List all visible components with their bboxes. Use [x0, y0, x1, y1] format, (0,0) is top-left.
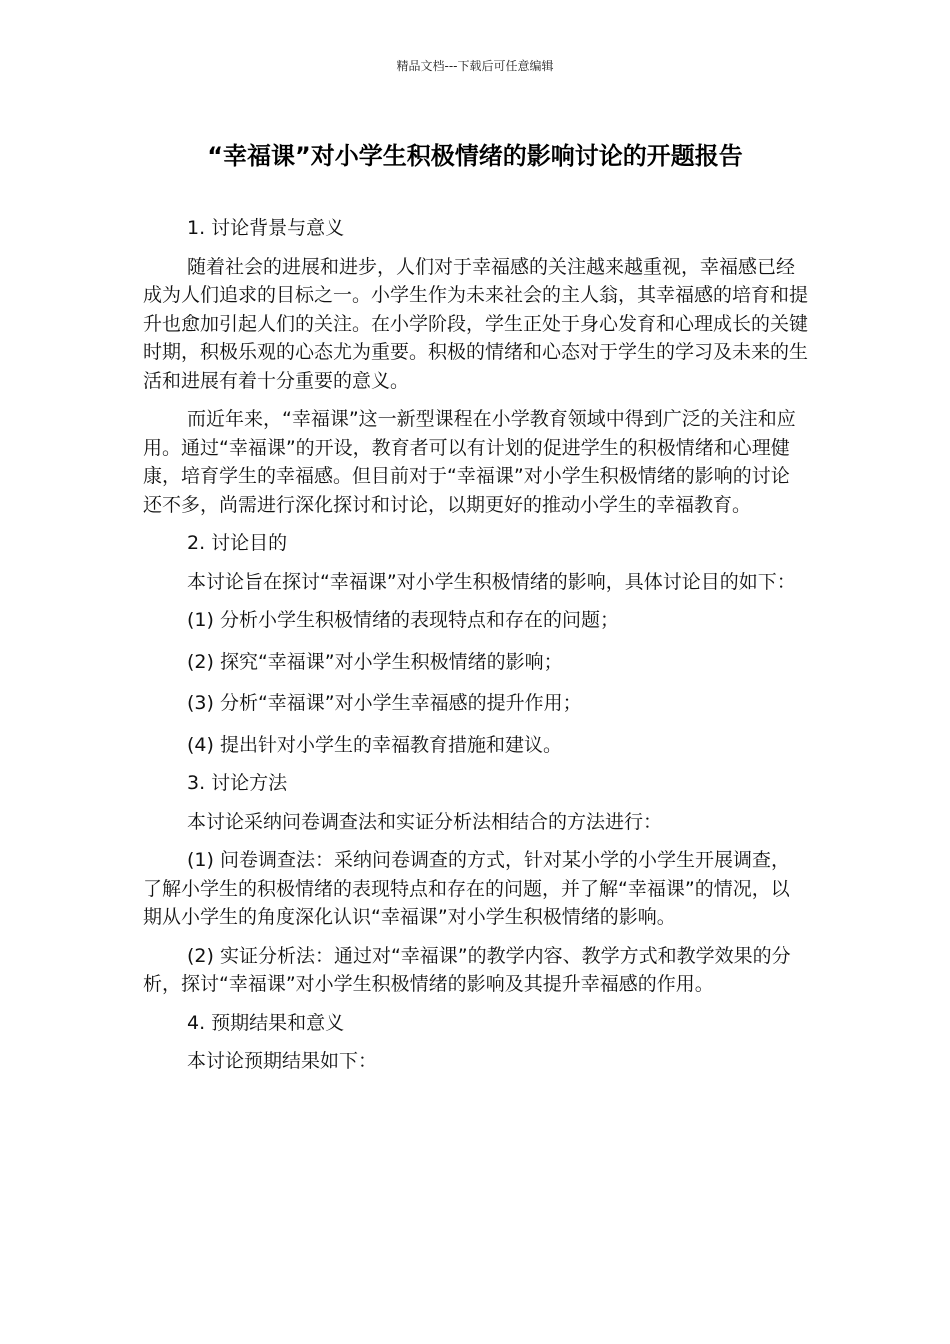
section-heading-background: 1. 讨论背景与意义 [187, 217, 345, 239]
list-item-purpose-1: (1) 分析小学生积极情绪的表现特点和存在的问题； [187, 609, 619, 631]
paragraph-method-empirical: (2) 实证分析法：通过对“幸福课”的教学内容、教学方式和教学效果的分析，探讨“幸福课”对小学生积极情绪的影响及其提升幸福感的作用。 [143, 944, 791, 995]
section-heading-expected: 4. 预期结果和意义 [187, 1011, 345, 1034]
paragraph-background-2: 而近年来，“幸福课”这一新型课程在小学教育领域中得到广泛的关注和应用。通过“幸福课”的开设，教育者可以有计划的促进学生的积极情绪和心理健康，培育学生的幸福感。但目前对于“幸福课”对小学生积极情绪的影响的讨论还不多，尚需进行深化探讨和讨论，以期更好的推动小学生的幸福教育。 [143, 408, 796, 516]
header-note: 精品文档---下载后可任意编辑 [396, 59, 554, 73]
list-item-purpose-3: (3) 分析“幸福课”对小学生幸福感的提升作用； [187, 692, 582, 714]
list-item-purpose-2: (2) 探究“幸福课”对小学生积极情绪的影响； [187, 650, 563, 673]
paragraph-purpose-intro: 本讨论旨在探讨“幸福课”对小学生积极情绪的影响，具体讨论目的如下： [187, 570, 796, 593]
section-heading-purpose: 2. 讨论目的 [187, 532, 288, 554]
paragraph-method-survey: (1) 问卷调查法：采纳问卷调查的方式，针对某小学的小学生开展调查，了解小学生的积极情绪的表现特点和存在的问题，并了解“幸福课”的情况，以期从小学生的角度深化认识“幸福课”对小学生积极情绪的影响。 [143, 849, 790, 928]
document-title: “幸福课”对小学生积极情绪的影响讨论的开题报告 [207, 142, 743, 170]
list-item-purpose-4: (4) 提出针对小学生的幸福教育措施和建议。 [187, 733, 562, 756]
document-body [143, 214, 808, 1086]
paragraph-method-intro: 本讨论采纳问卷调查法和实证分析法相结合的方法进行： [187, 810, 663, 833]
paragraph-expected-intro: 本讨论预期结果如下： [187, 1050, 378, 1072]
section-heading-method: 3. 讨论方法 [187, 772, 288, 794]
paragraph-background-1: 随着社会的进展和进步，人们对于幸福感的关注越来越重视，幸福感已经成为人们追求的目标之一。小学生作为未来社会的主人翁，其幸福感的培育和提升也愈加引起人们的关注。在小学阶段，学生正处于身心发育和心理成长的关键时期，积极乐观的心态尤为重要。积极的情绪和心态对于学生的学习及未来的生活和进展有着十分重要的意义。 [143, 255, 809, 392]
